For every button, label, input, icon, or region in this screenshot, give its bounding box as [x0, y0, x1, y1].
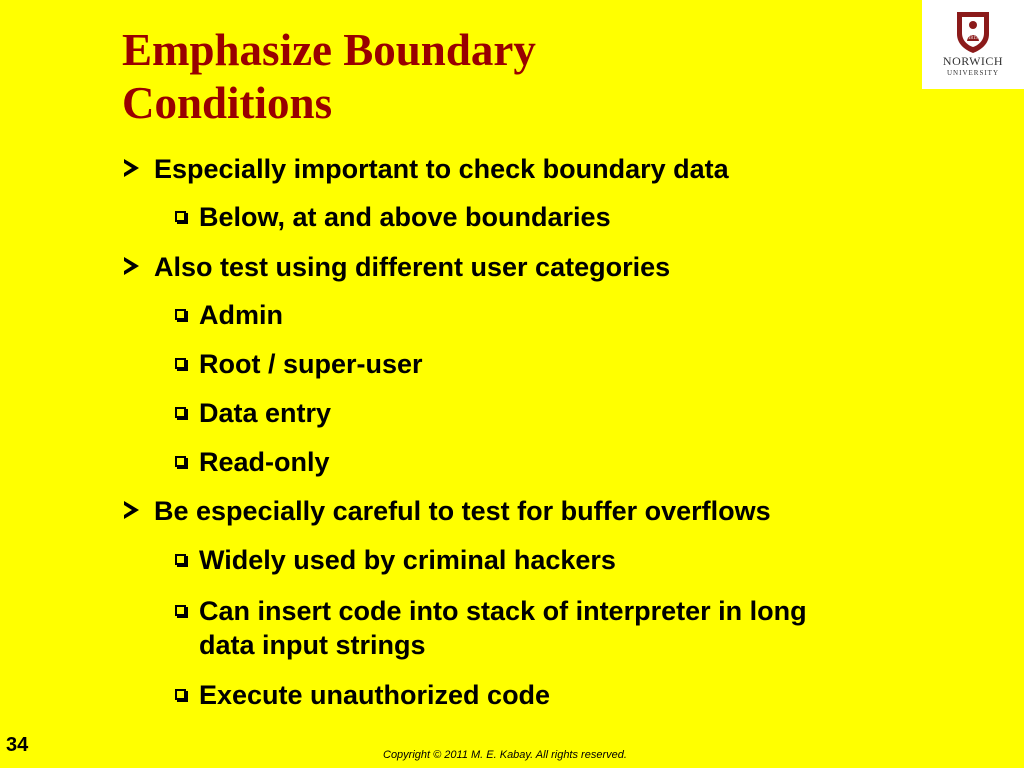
sub-bullet-text-line-2: data input strings — [199, 630, 426, 660]
square-bullet-icon — [175, 347, 186, 381]
page-number: 34 — [6, 734, 29, 756]
sub-bullet-item — [199, 594, 807, 662]
square-bullet-icon — [175, 678, 186, 712]
square-bullet-icon — [175, 543, 186, 577]
sub-bullet-text-line-1: Can insert code into stack of interpreter in long — [199, 596, 807, 626]
sub-bullet-item — [199, 445, 330, 479]
bullet-text: Also test using different user categories — [154, 252, 671, 282]
sub-bullet-item — [199, 200, 611, 234]
bullet-item — [154, 152, 729, 186]
slide-title-line-1: Emphasize Boundary — [122, 25, 536, 75]
square-bullet-icon — [175, 396, 186, 430]
copyright-notice: Copyright © 2011 M. E. Kabay. All rights reserved. — [383, 749, 627, 761]
sub-bullet-item — [199, 678, 550, 712]
sub-bullet-item — [199, 543, 616, 577]
sub-bullet-text: Data entry — [199, 398, 332, 428]
sub-bullet-text: Execute unauthorized code — [199, 680, 551, 710]
arrow-bullet-icon — [124, 494, 139, 528]
bullet-item — [154, 250, 670, 284]
sub-bullet-text: Below, at and above boundaries — [199, 202, 611, 232]
sub-bullet-item — [199, 396, 331, 430]
sub-bullet-item — [199, 347, 423, 381]
arrow-bullet-icon — [124, 152, 139, 186]
bullet-text: Be especially careful to test for buffer overflows — [154, 496, 771, 526]
sub-bullet-text: Widely used by criminal hackers — [199, 545, 616, 575]
logo-name: NORWICH — [942, 54, 1004, 68]
arrow-bullet-icon — [124, 250, 139, 284]
bullet-text: Especially important to check boundary data — [154, 154, 729, 184]
square-bullet-icon — [175, 298, 186, 332]
bullet-item — [154, 494, 771, 528]
crest-year: 1819 — [968, 36, 978, 41]
sub-bullet-item — [199, 298, 283, 332]
square-bullet-icon — [175, 445, 186, 479]
sub-bullet-text: Read-only — [199, 447, 330, 477]
square-bullet-icon — [175, 594, 186, 628]
slide-title-line-2: Conditions — [122, 78, 333, 128]
sub-bullet-text: Root / super-user — [199, 349, 423, 379]
sub-bullet-text: Admin — [199, 300, 283, 330]
logo-subname: UNIVERSITY — [947, 69, 999, 77]
square-bullet-icon — [175, 200, 186, 234]
